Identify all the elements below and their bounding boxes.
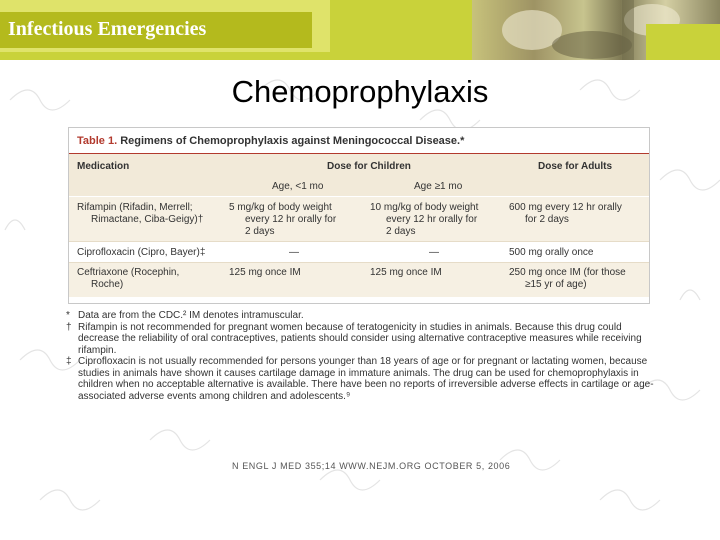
row-divider xyxy=(69,241,649,242)
row1-adult-line2: for 2 days xyxy=(525,214,569,225)
row2-adult: 500 mg orally once xyxy=(509,247,594,258)
row3-child-ge1: 125 mg once IM xyxy=(370,267,442,278)
row1-child-ge1-line1: 10 mg/kg of body weight xyxy=(370,202,479,213)
table-caption-text: Regimens of Chemoprophylaxis against Meningococcal Disease.* xyxy=(120,135,465,147)
footnote-symbol: * xyxy=(66,310,70,321)
row3-adult-line2: ≥15 yr of age) xyxy=(525,279,587,290)
footnote xyxy=(66,356,656,402)
row1-medication xyxy=(77,202,203,226)
regimen-table xyxy=(68,127,650,304)
subheader-age-lt1: Age, <1 mo xyxy=(272,181,324,192)
footnote xyxy=(66,310,656,322)
row2-child-lt1: — xyxy=(289,247,299,258)
footnote xyxy=(66,322,656,357)
slide-title-text: Chemoprophylaxis xyxy=(231,74,489,109)
header-corner-block xyxy=(646,24,720,60)
footnote-text: Data are from the CDC.² IM denotes intramuscular. xyxy=(78,310,304,321)
row3-medication xyxy=(77,267,179,291)
row1-child-ge1-line3: 2 days xyxy=(386,226,416,237)
row1-child-lt1 xyxy=(229,202,336,238)
row1-child-lt1-line1: 5 mg/kg of body weight xyxy=(229,202,332,213)
footnote-text: Rifampin is not recommended for pregnant women because of teratogenicity in studies in animals. Because this drug could decrease the reliability of oral contraceptives, patients should consider using alternative contraceptive measures while receiving rifampin. xyxy=(78,321,642,356)
row3-medication-line1: Ceftriaxone (Rocephin, xyxy=(77,267,180,278)
table-footnotes xyxy=(66,310,656,402)
row2-child-ge1: — xyxy=(429,247,439,258)
table-label: Table 1. xyxy=(77,135,118,147)
row3-child-lt1: 125 mg once IM xyxy=(229,267,301,278)
footnote-symbol: ‡ xyxy=(66,356,72,367)
section-title: Infectious Emergencies xyxy=(8,18,207,40)
footnote-text: Ciprofloxacin is not usually recommended for persons younger than 18 years of age or for pregnant or lactating women, because studies in animals have shown it causes cartilage damage in immature animals. The drug can be used for chemoprophylaxis in children when no acceptable alternative is available. There have been no reports of irreversible adverse effects in cartilage or age-associated adverse events among children and adolescents.⁹ xyxy=(78,356,654,402)
header-medication: Medication xyxy=(77,161,130,172)
row1-adult xyxy=(509,202,622,226)
row3-medication-line2: Roche) xyxy=(91,279,124,290)
table-caption xyxy=(77,135,464,147)
row3-adult-line1: 250 mg once IM (for those xyxy=(509,267,626,278)
row1-medication-line1: Rifampin (Rifadin, Merrell; xyxy=(77,202,193,213)
row1-child-ge1-line2: every 12 hr orally for xyxy=(386,214,478,225)
journal-citation: N ENGL J MED 355;14 WWW.NEJM.ORG OCTOBER 5, 2006 xyxy=(232,461,511,471)
header-adults: Dose for Adults xyxy=(538,161,613,172)
row1-child-lt1-line3: 2 days xyxy=(245,226,275,237)
subheader-age-ge1: Age ≥1 mo xyxy=(414,181,463,192)
row1-medication-line2: Rimactane, Ciba-Geigy)† xyxy=(91,214,204,225)
row1-child-lt1-line2: every 12 hr orally for xyxy=(245,214,337,225)
row2-medication: Ciprofloxacin (Cipro, Bayer)‡ xyxy=(77,247,206,258)
slide-title xyxy=(0,74,720,110)
row1-child-ge1 xyxy=(370,202,478,238)
row3-adult xyxy=(509,267,626,291)
header-children: Dose for Children xyxy=(327,161,411,172)
footnote-symbol: † xyxy=(66,321,72,333)
row1-adult-line1: 600 mg every 12 hr orally xyxy=(509,202,622,213)
